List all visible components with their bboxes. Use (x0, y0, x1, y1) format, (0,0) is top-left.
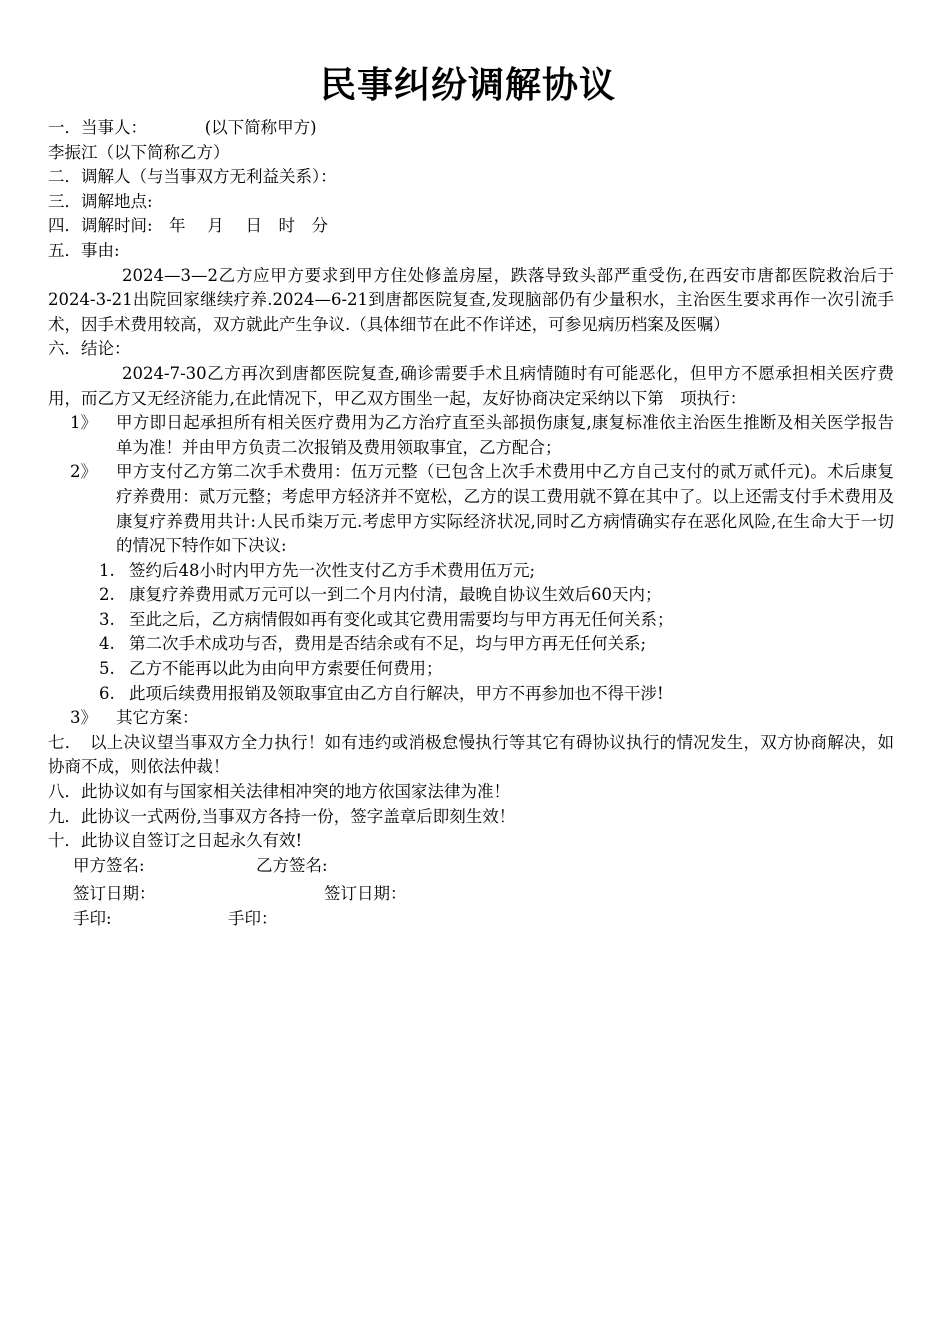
conclusion-paragraph: 2024-7-30乙方再次到唐都医院复查,确诊需要手术且病情随时有可能恶化，但甲方不愿承担相关医疗费用，而乙方又无经济能力,在此情况下，甲乙双方围坐一起，友好协商决定采纳以下第 项执行： (48, 363, 894, 408)
sub-item-4 (48, 632, 894, 657)
sub-item-marker: 5. (99, 659, 115, 679)
time-line: 四．调解时间: 年 月 日 时 分 (48, 216, 329, 236)
sub-item-text: 签约后48小时内甲方先一次性支付乙方手术费用伍万元; (129, 560, 536, 580)
clause-7: 七． 以上决议望当事双方全力执行！如有违约或消极怠慢执行等其它有碍协议执行的情况发生，双方协商解决，如协商不成，则依法仲裁！ (48, 732, 894, 777)
option-2 (48, 460, 894, 558)
sub-item-5 (48, 657, 894, 682)
date-row (48, 882, 894, 907)
option-text: 甲方即日起承担所有相关医疗费用为乙方治疗直至头部损伤康复,康复标准依主治医生推断及相关医学报告单为准！并由甲方负责二次报销及费用领取事宜，乙方配合； (116, 413, 894, 457)
clause-9: 九．此协议一式两份,当事双方各持一份，签字盖章后即刻生效！ (48, 806, 516, 826)
sub-item-2 (48, 583, 894, 608)
cause-heading: 五．事由: (48, 240, 120, 260)
option-marker: 1》 (70, 413, 97, 433)
cause-paragraph: 2024—3—2乙方应甲方要求到甲方住处修盖房屋，跌落导致头部严重受伤,在西安市唐都医院救治后于2024-3-21出院回家继续疗养.2024—6-21到唐都医院复查,发现脑部仍有少量积水，主治医生要求再作一次引流手术，因手术费用较高，双方就此产生争议.（具体细节在此不作详述，可参见病历档案及医嘱） (48, 265, 894, 334)
agreement-page (48, 56, 894, 932)
clause-8: 八．此协议如有与国家相关法律相冲突的地方依国家法律为准！ (48, 782, 510, 802)
place-line: 三．调解地点: (48, 191, 153, 211)
sub-item-marker: 2. (99, 585, 115, 605)
sub-item-marker: 4. (99, 634, 115, 654)
sub-item-1 (48, 559, 894, 584)
sub-item-text: 康复疗养费用贰万元可以一到二个月内付清，最晚自协议生效后60天内； (129, 585, 662, 605)
option-text: 甲方支付乙方第二次手术费用：伍万元整（已包含上次手术费用中乙方自己支付的贰万贰仟元)。术后康复疗养费用：贰万元整；考虑甲方轻济并不宽松，乙方的误工费用就不算在其中了。以上还需支付手术费用及康复疗养费用共计:人民币柒万元.考虑甲方实际经济状况,同时乙方病情确实存在恶化风险,在生命大于一切的情况下特作如下决议: (116, 462, 894, 556)
signature-row (48, 854, 894, 879)
party-a-fingerprint-label: 手印: (73, 909, 112, 928)
party-a-line: 一．当事人： (以下简称甲方) (48, 118, 317, 137)
sub-item-text: 乙方不能再以此为由向甲方索要任何费用； (129, 659, 443, 679)
option-3 (48, 706, 894, 731)
sub-item-marker: 1. (99, 560, 115, 580)
party-b-line: 李振江（以下简称乙方） (48, 142, 230, 162)
sub-item-text: 此项后续费用报销及领取事宜由乙方自行解决，甲方不再参加也不得干涉! (129, 683, 664, 703)
sub-item-marker: 3. (99, 609, 115, 629)
party-b-date-label: 签订日期： (324, 884, 407, 904)
party-b-signature-label: 乙方签名: (256, 855, 328, 875)
option-text: 其它方案： (116, 708, 199, 728)
party-b-fingerprint-label: 手印： (228, 909, 278, 928)
sub-item-text: 第二次手术成功与否，费用是否结余或有不足，均与甲方再无任何关系; (129, 634, 647, 654)
party-a-signature-label: 甲方签名: (73, 855, 145, 875)
clause-10: 十．此协议自签订之日起永久有效! (48, 831, 303, 851)
sub-item-text: 至此之后，乙方病情假如再有变化或其它费用需要均与甲方再无任何关系； (129, 609, 674, 629)
mediator-line: 二．调解人（与当事双方无利益关系）： (48, 167, 337, 187)
document-title: 民事纠纷调解协议 (319, 65, 616, 106)
party-a-date-label: 签订日期： (73, 884, 156, 904)
sub-item-6 (48, 682, 894, 707)
fingerprint-row (48, 907, 894, 932)
option-marker: 3》 (70, 708, 97, 728)
option-marker: 2》 (70, 462, 97, 482)
conclusion-heading: 六．结论： (48, 339, 131, 359)
sub-item-marker: 6. (99, 683, 115, 703)
sub-item-3 (48, 608, 894, 633)
option-1 (48, 411, 894, 460)
